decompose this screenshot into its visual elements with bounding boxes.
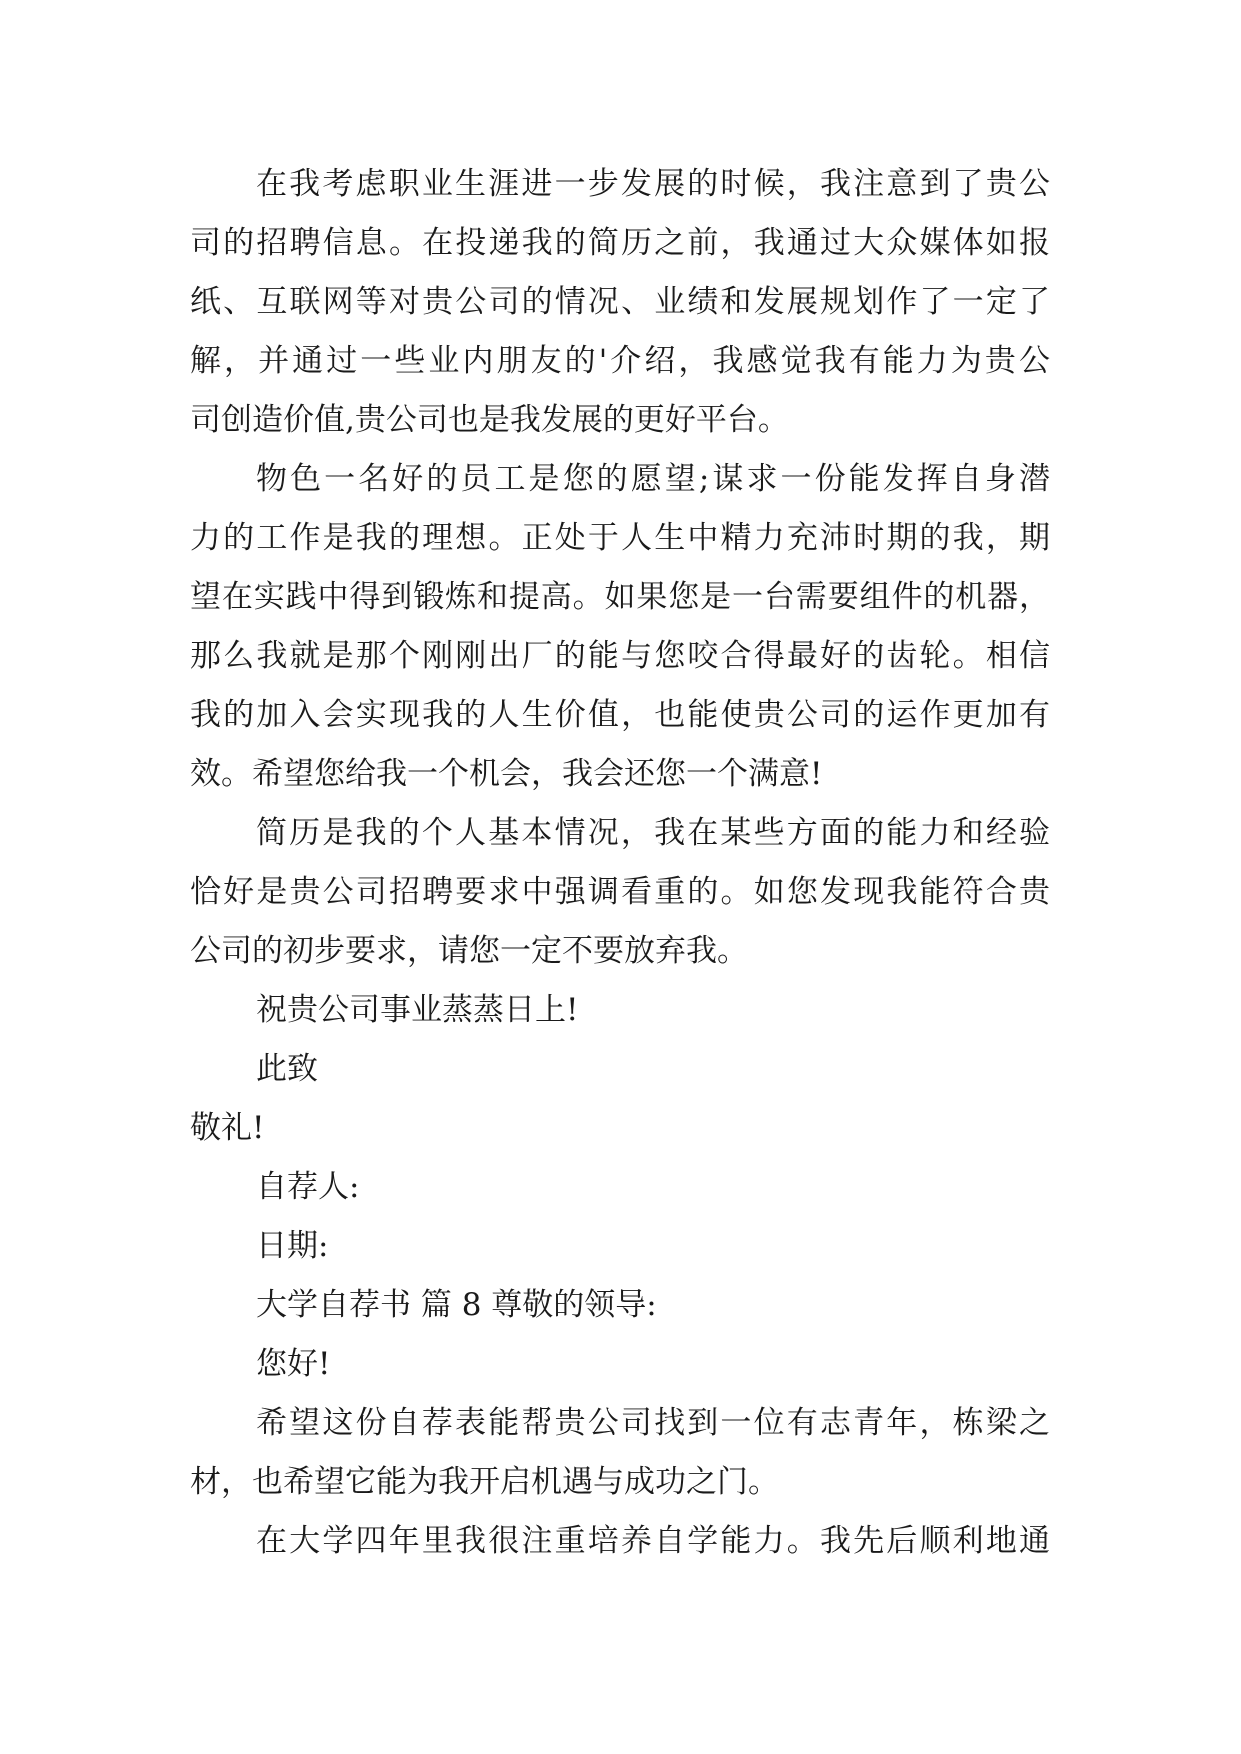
text-line: 大学自荐书 篇 8 尊敬的领导: (256, 1287, 657, 1323)
document-body (190, 155, 1050, 1571)
text-line: 恰好是贵公司招聘要求中强调看重的。如您发现我能符合贵 (190, 874, 1050, 910)
text-line: 自荐人: (256, 1169, 360, 1205)
text-line: 在大学四年里我很注重培养自学能力。我先后顺利地通 (256, 1523, 1050, 1559)
text-line: 效。希望您给我一个机会，我会还您一个满意! (190, 756, 823, 792)
text-line: 司创造价值,贵公司也是我发展的更好平台。 (190, 402, 789, 438)
text-line: 纸、互联网等对贵公司的情况、业绩和发展规划作了一定了 (190, 284, 1050, 320)
text-line: 司的招聘信息。在投递我的简历之前，我通过大众媒体如报 (190, 225, 1050, 261)
text-line: 此致 (256, 1051, 318, 1087)
text-line: 敬礼! (190, 1110, 265, 1146)
text-line: 那么我就是那个刚刚出厂的能与您咬合得最好的齿轮。相信 (190, 638, 1050, 674)
text-line: 物色一名好的员工是您的愿望;谋求一份能发挥自身潜 (256, 461, 1050, 497)
text-line: 在我考虑职业生涯进一步发展的时候，我注意到了贵公 (256, 166, 1050, 202)
text-line: 望在实践中得到锻炼和提高。如果您是一台需要组件的机器， (190, 579, 1050, 615)
text-line: 力的工作是我的理想。正处于人生中精力充沛时期的我，期 (190, 520, 1050, 556)
text-line: 希望这份自荐表能帮贵公司找到一位有志青年，栋梁之 (256, 1405, 1050, 1441)
text-line: 祝贵公司事业蒸蒸日上! (256, 992, 579, 1028)
text-line: 公司的初步要求，请您一定不要放弃我。 (190, 933, 748, 969)
text-line: 解，并通过一些业内朋友的'介绍，我感觉我有能力为贵公 (190, 343, 1050, 379)
text-line: 我的加入会实现我的人生价值，也能使贵公司的运作更加有 (190, 697, 1050, 733)
text-line: 简历是我的个人基本情况，我在某些方面的能力和经验 (256, 815, 1050, 851)
text-line: 材，也希望它能为我开启机遇与成功之门。 (190, 1464, 779, 1500)
text-line: 日期: (256, 1228, 329, 1264)
text-line: 您好! (256, 1346, 331, 1382)
